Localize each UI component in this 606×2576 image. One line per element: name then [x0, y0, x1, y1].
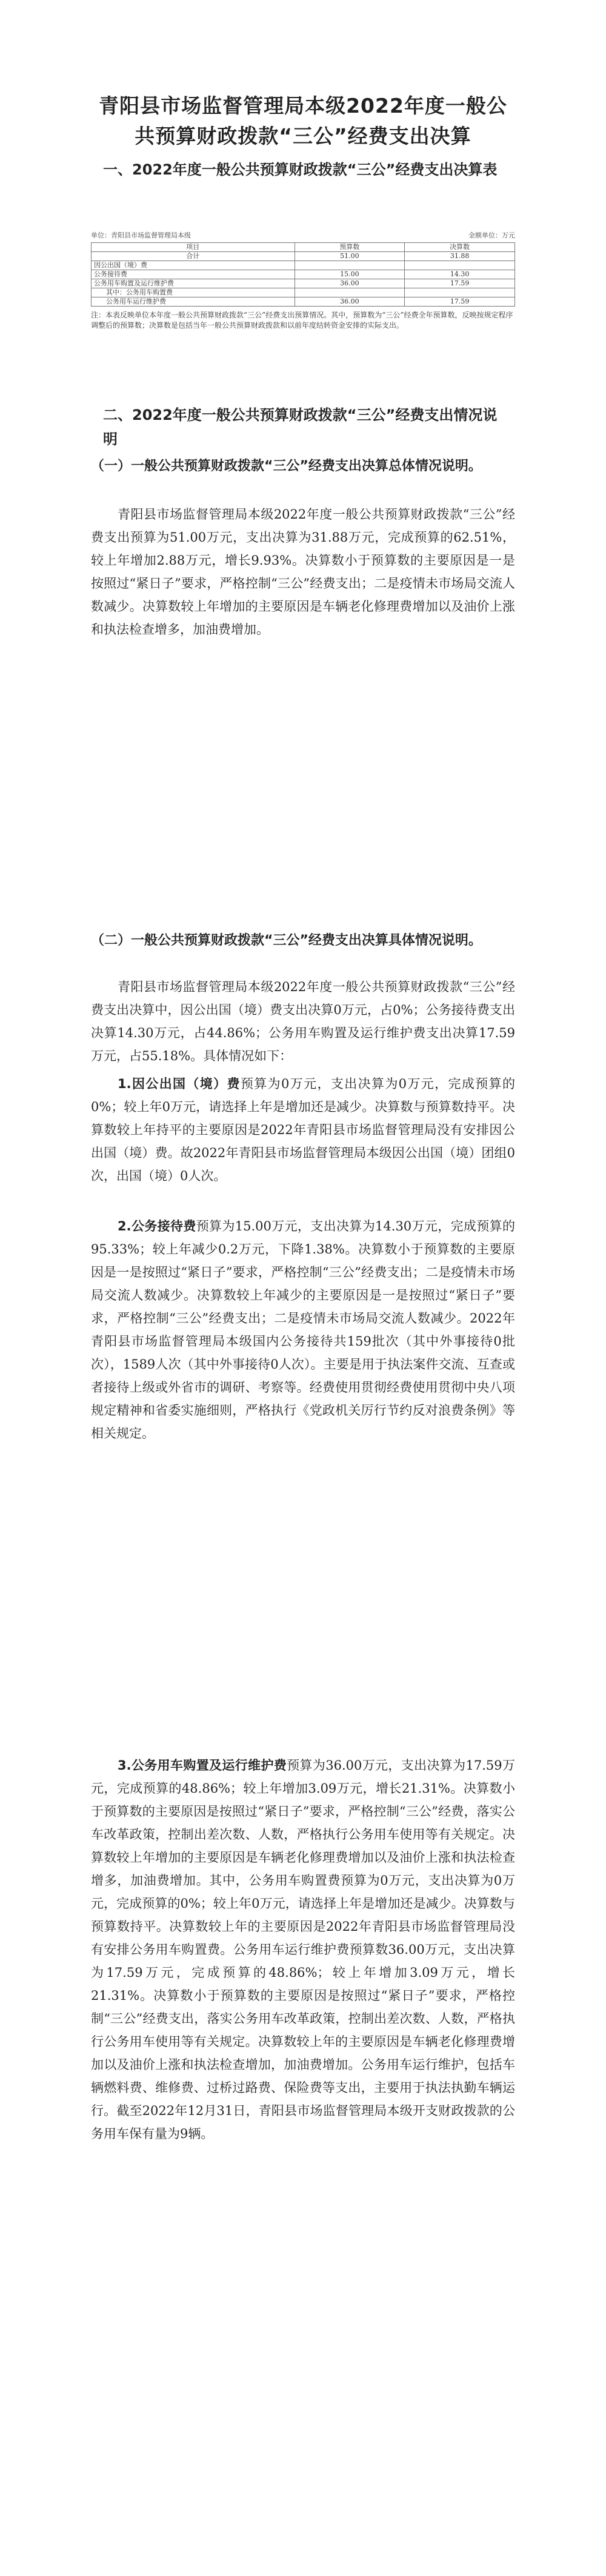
item2-heading: 2.公务接待费 — [118, 1219, 196, 1233]
row-name: 公务接待费 — [92, 270, 295, 279]
page-title: 青阳县市场监督管理局本级2022年度一般公共预算财政拨款“三公”经费支出决算 — [99, 94, 507, 148]
row-budget: 15.00 — [295, 270, 405, 279]
row-final — [405, 288, 515, 297]
item1-body: 预算为0万元，支出决算为0万元，完成预算的0%；较上年0万元，请选择上年是增加还是减少。决算数与预算数持平。决算数较上年持平的主要原因是2022年青阳县市场监督管理局没有安排因公出国（境）费。故2022年青阳县市场监督管理局本级因公出国（境）团组0次，出国（境）0人次。 — [91, 1077, 515, 1183]
section1-heading: 一、2022年度一般公共预算财政拨款“三公”经费支出决算表 — [103, 161, 498, 178]
row-budget — [295, 261, 405, 270]
row-name: 合计 — [92, 252, 295, 261]
section2-heading: 二、2022年度一般公共预算财政拨款“三公”经费支出情况说明 — [103, 407, 498, 448]
header-final: 决算数 — [405, 243, 515, 252]
row-final: 17.59 — [405, 297, 515, 307]
unit-label: 单位：青阳县市场监督管理局本级 — [91, 231, 191, 239]
subsection2-heading: （二）一般公共预算财政拨款“三公”经费支出决算具体情况说明。 — [91, 933, 482, 948]
subsection1-body: 青阳县市场监督管理局本级2022年度一般公共预算财政拨款“三公”经费支出预算为51.00万元，支出决算为31.88万元，完成预算的62.51%，较上年增加2.88万元，增长9.93%。决算数小于预算数的主要原因是一是按照过“紧日子”要求，严格控制“三公”经费支出；二是疫情未市场局交流人数减少。决算数较上年增加的主要原因是车辆老化修理费增加以及油价上涨和执法检查增多，加油费增加。 — [91, 507, 515, 637]
item3-body: 预算为36.00万元，支出决算为17.59万元，完成预算的48.86%；较上年增加3.09万元，增长21.31%。决算数小于预算数的主要原因是按照过“紧日子”要求，严格控制“三公”经费，落实公车改革政策，控制出差次数、人数，严格执行公务用车使用等有关规定。决算数较上年增加的主要原因是车辆老化修理费增加以及油价上涨和执法检查增多，加油费增加。其中，公务用车购置费预算为0万元，支出决算为0万元，完成预算的0%；较上年0万元，请选择上年是增加还是减少。决算数与预算数持平。决算数较上年的主要原因是2022年青阳县市场监督管理局没有安排公务用车购置费。公务用车运行维护费预算数36.00万元，支出决算为17.59万元，完成预算的48.86%；较上年增加3.09万元，增长21.31%。决算数小于预算数的主要原因是按照过“紧日子”要求，严格控制“三公”经费支出，落实公务用车改革政策，控制出差次数、人数，严格执行公务用车使用等有关规定。决算数较上年的主要原因是车辆老化修理费增加以及油价上涨和执法检查增加，加油费增加。公务用车运行维护，包括车辆燃料费、维修费、过桥过路费、保险费等支出，主要用于执法执勤车辆运行。截至2022年12月31日，青阳县市场监督管理局本级开支财政拨款的公务用车保有量为9辆。 — [91, 1758, 515, 2141]
table-row — [92, 252, 515, 261]
table-row — [92, 261, 515, 270]
row-name: 公务用车运行维护费 — [92, 297, 295, 307]
row-final — [405, 261, 515, 270]
row-budget — [295, 288, 405, 297]
table-row — [92, 279, 515, 288]
row-final: 17.59 — [405, 279, 515, 288]
row-name: 其中：公务用车购置费 — [92, 288, 295, 297]
row-name: 因公出国（境）费 — [92, 261, 295, 270]
row-name: 公务用车购置及运行维护费 — [92, 279, 295, 288]
amount-unit-label: 金额单位：万元 — [468, 231, 515, 239]
subsection2-body: 青阳县市场监督管理局本级2022年度一般公共预算财政拨款“三公”经费支出决算中，因公出国（境）费支出决算0万元，占0%；公务接待费支出决算14.30万元，占44.86%；公务用车购置及运行维护费支出决算17.59万元，占55.18%。具体情况如下： — [91, 980, 515, 1063]
item2-paragraph — [91, 1215, 515, 1445]
table-row — [92, 297, 515, 307]
table-caption — [91, 230, 515, 240]
expense-table-block — [91, 230, 515, 331]
header-item: 项目 — [92, 243, 295, 252]
item1-paragraph — [91, 1072, 515, 1187]
subsection1-heading: （一）一般公共预算财政拨款“三公”经费支出决算总体情况说明。 — [91, 459, 482, 474]
row-budget: 51.00 — [295, 252, 405, 261]
row-final: 14.30 — [405, 270, 515, 279]
table-header-row — [92, 243, 515, 252]
table-row — [92, 270, 515, 279]
item1-heading: 1.因公出国（境）费 — [118, 1077, 241, 1091]
item3-paragraph — [91, 1754, 515, 2145]
header-budget: 预算数 — [295, 243, 405, 252]
expense-table — [91, 242, 515, 307]
item3-heading: 3.公务用车购置及运行维护费 — [118, 1758, 287, 1773]
item2-body: 预算为15.00万元，支出决算为14.30万元，完成预算的95.33%；较上年减少0.2万元，下降1.38%。决算数小于预算数的主要原因是一是按照过“紧日子”要求，严格控制“三公”经费支出；二是疫情未市场局交流人数减少。决算数较上年减少的主要原因是一是按照过“紧日子”要求，严格控制“三公”经费支出；二是疫情未市场局交流人数减少。2022年青阳县市场监督管理局本级国内公务接待共159批次（其中外事接待0批次），1589人次（其中外事接待0人次）。主要是用于执法案件交流、互查或者接待上级或外省市的调研、考察等。经费使用贯彻经费使用贯彻中央八项规定精神和省委实施细则，严格执行《党政机关厉行节约反对浪费条例》等相关规定。 — [91, 1219, 515, 1441]
table-note: 注：本表反映单位本年度一般公共预算财政拨款“三公”经费支出预算情况。其中，预算数为“三公”经费全年预算数，反映按规定程序调整后的预算数；决算数是包括当年一般公共预算财政拨款和以前年度结转资金安排的实际支出。 — [91, 311, 513, 330]
row-budget: 36.00 — [295, 297, 405, 307]
table-row — [92, 288, 515, 297]
row-final: 31.88 — [405, 252, 515, 261]
row-budget: 36.00 — [295, 279, 405, 288]
